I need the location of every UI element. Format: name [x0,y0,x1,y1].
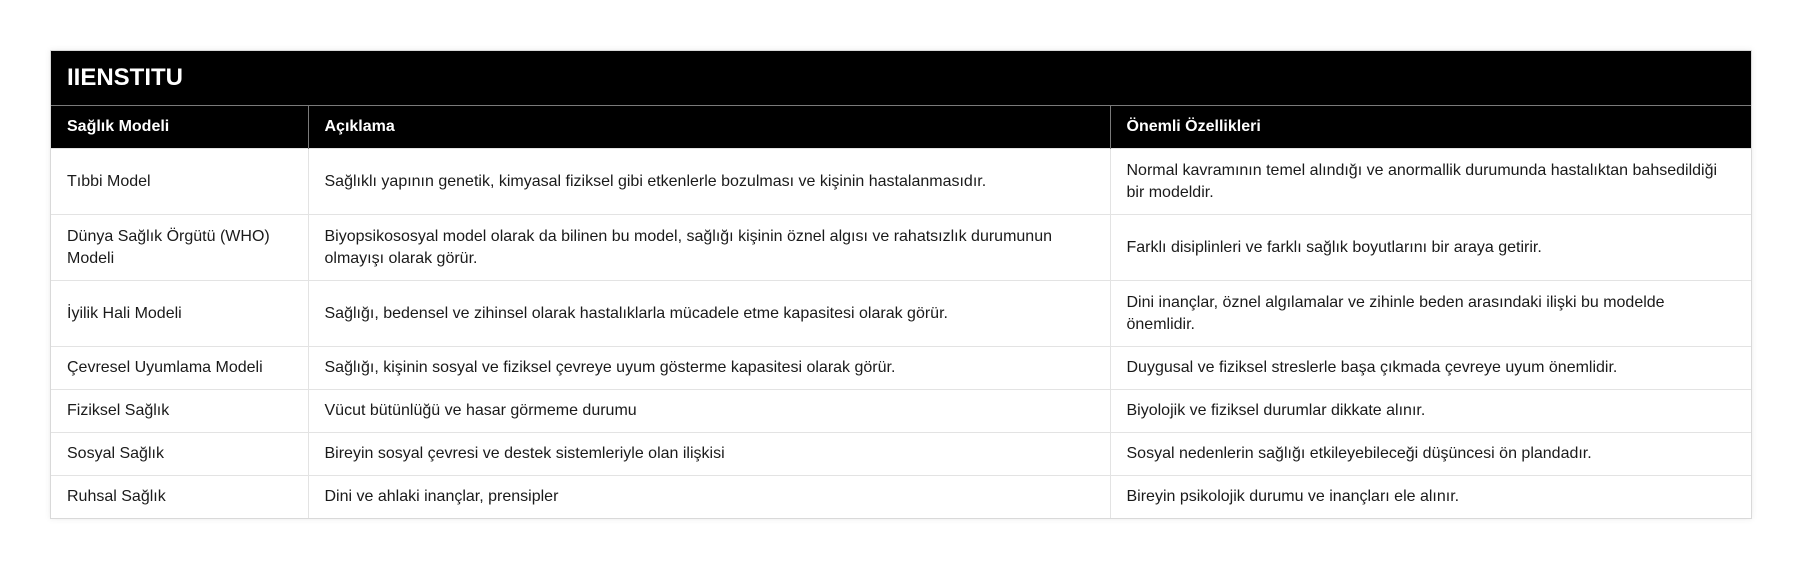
cell-description: Biyopsikososyal model olarak da bilinen bu model, sağlığı kişinin öznel algısı ve rahatsızlık durumunun olmayışı olarak görür. [308,215,1110,281]
cell-features: Normal kavramının temel alındığı ve anormallik durumunda hastalıktan bahsedildiği bir modeldir. [1110,149,1751,215]
data-table [51,105,1751,518]
cell-model: Tıbbi Model [51,149,308,215]
cell-features: Farklı disiplinleri ve farklı sağlık boyutlarını bir araya getirir. [1110,215,1751,281]
cell-model: İyilik Hali Modeli [51,281,308,347]
cell-model: Fiziksel Sağlık [51,390,308,433]
cell-features: Biyolojik ve fiziksel durumlar dikkate alınır. [1110,390,1751,433]
cell-description: Dini ve ahlaki inançlar, prensipler [308,476,1110,519]
column-header-description: Açıklama [308,106,1110,149]
health-models-table [50,50,1752,519]
header-row [51,106,1751,149]
table-title: IIENSTITU [51,51,1751,105]
cell-description: Bireyin sosyal çevresi ve destek sistemleriyle olan ilişkisi [308,433,1110,476]
table-row [51,390,1751,433]
cell-features: Bireyin psikolojik durumu ve inançları ele alınır. [1110,476,1751,519]
cell-features: Dini inançlar, öznel algılamalar ve zihinle beden arasındaki ilişki bu modelde önemlidir. [1110,281,1751,347]
cell-features: Duygusal ve fiziksel streslerle başa çıkmada çevreye uyum önemlidir. [1110,347,1751,390]
table-row [51,433,1751,476]
cell-model: Sosyal Sağlık [51,433,308,476]
table-row [51,281,1751,347]
table-row [51,149,1751,215]
cell-description: Sağlıklı yapının genetik, kimyasal fiziksel gibi etkenlerle bozulması ve kişinin hastalanmasıdır. [308,149,1110,215]
cell-model: Ruhsal Sağlık [51,476,308,519]
cell-model: Çevresel Uyumlama Modeli [51,347,308,390]
cell-description: Sağlığı, kişinin sosyal ve fiziksel çevreye uyum gösterme kapasitesi olarak görür. [308,347,1110,390]
table-row [51,347,1751,390]
cell-model: Dünya Sağlık Örgütü (WHO) Modeli [51,215,308,281]
cell-description: Sağlığı, bedensel ve zihinsel olarak hastalıklarla mücadele etme kapasitesi olarak görür. [308,281,1110,347]
table-row [51,476,1751,519]
column-header-model: Sağlık Modeli [51,106,308,149]
cell-description: Vücut bütünlüğü ve hasar görmeme durumu [308,390,1110,433]
column-header-features: Önemli Özellikleri [1110,106,1751,149]
cell-features: Sosyal nedenlerin sağlığı etkileyebileceği düşüncesi ön plandadır. [1110,433,1751,476]
table-row [51,215,1751,281]
